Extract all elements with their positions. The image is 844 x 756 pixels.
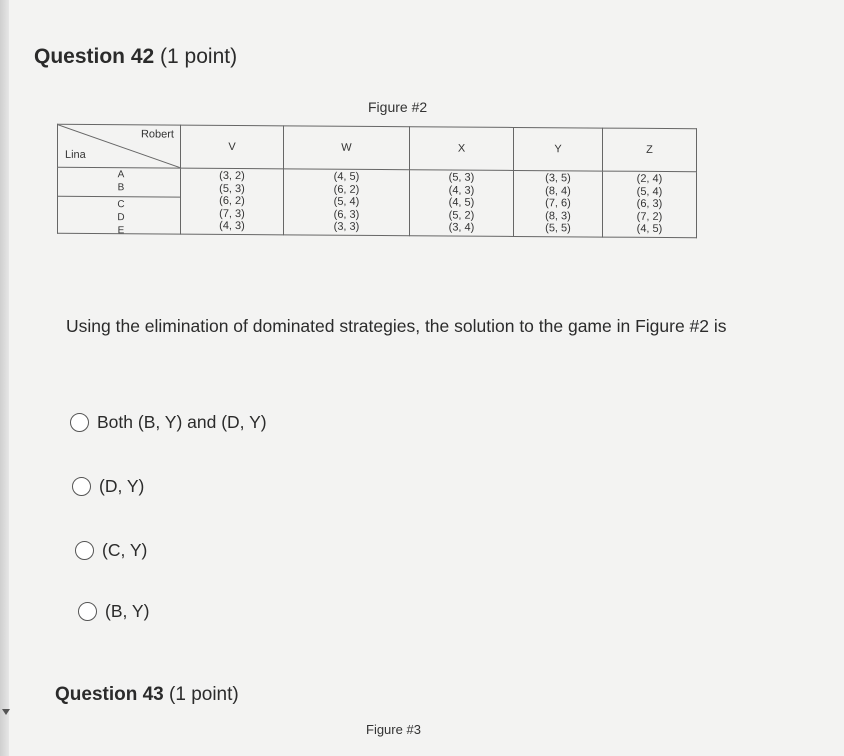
question-42-title	[34, 45, 237, 69]
question-43-label: Question 43	[55, 684, 164, 705]
cell-c-w: (5, 4)	[333, 195, 360, 209]
row-labels-cell	[58, 167, 181, 237]
radio-button-icon[interactable]	[72, 477, 91, 496]
cell-d-y: (8, 3)	[545, 209, 571, 223]
option-label: (B, Y)	[105, 601, 150, 621]
option-label: (C, Y)	[102, 540, 148, 560]
cell-d-x: (5, 2)	[448, 209, 475, 222]
cell-b-w: (6, 2)	[333, 183, 360, 196]
cell-e-z: (4, 5)	[636, 223, 663, 236]
column-w-cells	[284, 169, 410, 236]
radio-button-icon[interactable]	[70, 413, 89, 432]
left-scroll-rail[interactable]	[0, 0, 9, 756]
row-player-label: Lina	[65, 148, 86, 161]
row-label-e: E	[117, 225, 125, 237]
question-prompt: Using the elimination of dominated strategies, the solution to the game in Figure #2 is	[66, 316, 727, 336]
col-header-x: X	[410, 127, 514, 171]
chevron-down-icon[interactable]	[2, 709, 10, 715]
col-header-v: V	[181, 125, 284, 169]
cell-d-v: (7, 3)	[219, 207, 245, 220]
question-42-label: Question 42	[34, 45, 155, 68]
question-42-points: (1 point)	[160, 45, 238, 68]
cell-e-v: (4, 3)	[219, 220, 245, 233]
cell-c-y: (7, 6)	[545, 197, 571, 210]
cell-e-y: (5, 5)	[545, 222, 571, 235]
column-y-cells	[514, 170, 603, 237]
question-43-points: (1 point)	[169, 684, 239, 705]
question-43-title	[55, 684, 239, 706]
cell-b-y: (8, 4)	[545, 184, 571, 198]
option-cy[interactable]	[75, 540, 147, 561]
option-both-by-dy[interactable]	[70, 412, 267, 433]
col-header-w: W	[284, 126, 410, 170]
figure-2-caption: Figure #2	[368, 99, 428, 115]
cell-b-z: (5, 4)	[636, 185, 663, 198]
cell-a-x: (5, 3)	[448, 171, 475, 184]
option-dy[interactable]	[72, 476, 144, 497]
cell-a-v: (3, 2)	[219, 170, 245, 183]
payoff-matrix-table	[57, 124, 697, 238]
column-z-cells	[603, 171, 697, 238]
column-x-cells	[410, 170, 514, 237]
cell-e-x: (3, 4)	[448, 221, 475, 234]
col-header-y: Y	[514, 127, 603, 171]
cell-d-z: (7, 2)	[636, 210, 663, 223]
cell-a-y: (3, 5)	[545, 172, 571, 185]
figure-3-caption: Figure #3	[366, 722, 421, 737]
cell-a-z: (2, 4)	[636, 173, 663, 186]
option-by[interactable]	[78, 601, 149, 622]
cell-b-v: (5, 3)	[219, 182, 245, 195]
radio-button-icon[interactable]	[75, 541, 94, 560]
radio-button-icon[interactable]	[78, 602, 97, 621]
option-label: (D, Y)	[99, 476, 145, 496]
row-label-d: D	[117, 212, 125, 224]
cell-b-x: (4, 3)	[448, 184, 475, 197]
row-label-c: C	[117, 199, 125, 211]
col-player-label: Robert	[140, 128, 174, 141]
column-v-cells	[181, 168, 284, 235]
cell-d-w: (6, 3)	[333, 208, 360, 221]
cell-c-z: (6, 3)	[636, 198, 663, 211]
cell-e-w: (3, 3)	[333, 220, 360, 234]
option-label: Both (B, Y) and (D, Y)	[97, 412, 267, 432]
row-label-a: A	[117, 169, 125, 181]
cell-c-x: (4, 5)	[448, 196, 475, 209]
row-label-b: B	[117, 182, 125, 194]
table-corner-header	[58, 124, 181, 168]
cell-a-w: (4, 5)	[333, 170, 360, 184]
col-header-z: Z	[603, 128, 697, 172]
cell-c-v: (6, 2)	[219, 195, 245, 208]
